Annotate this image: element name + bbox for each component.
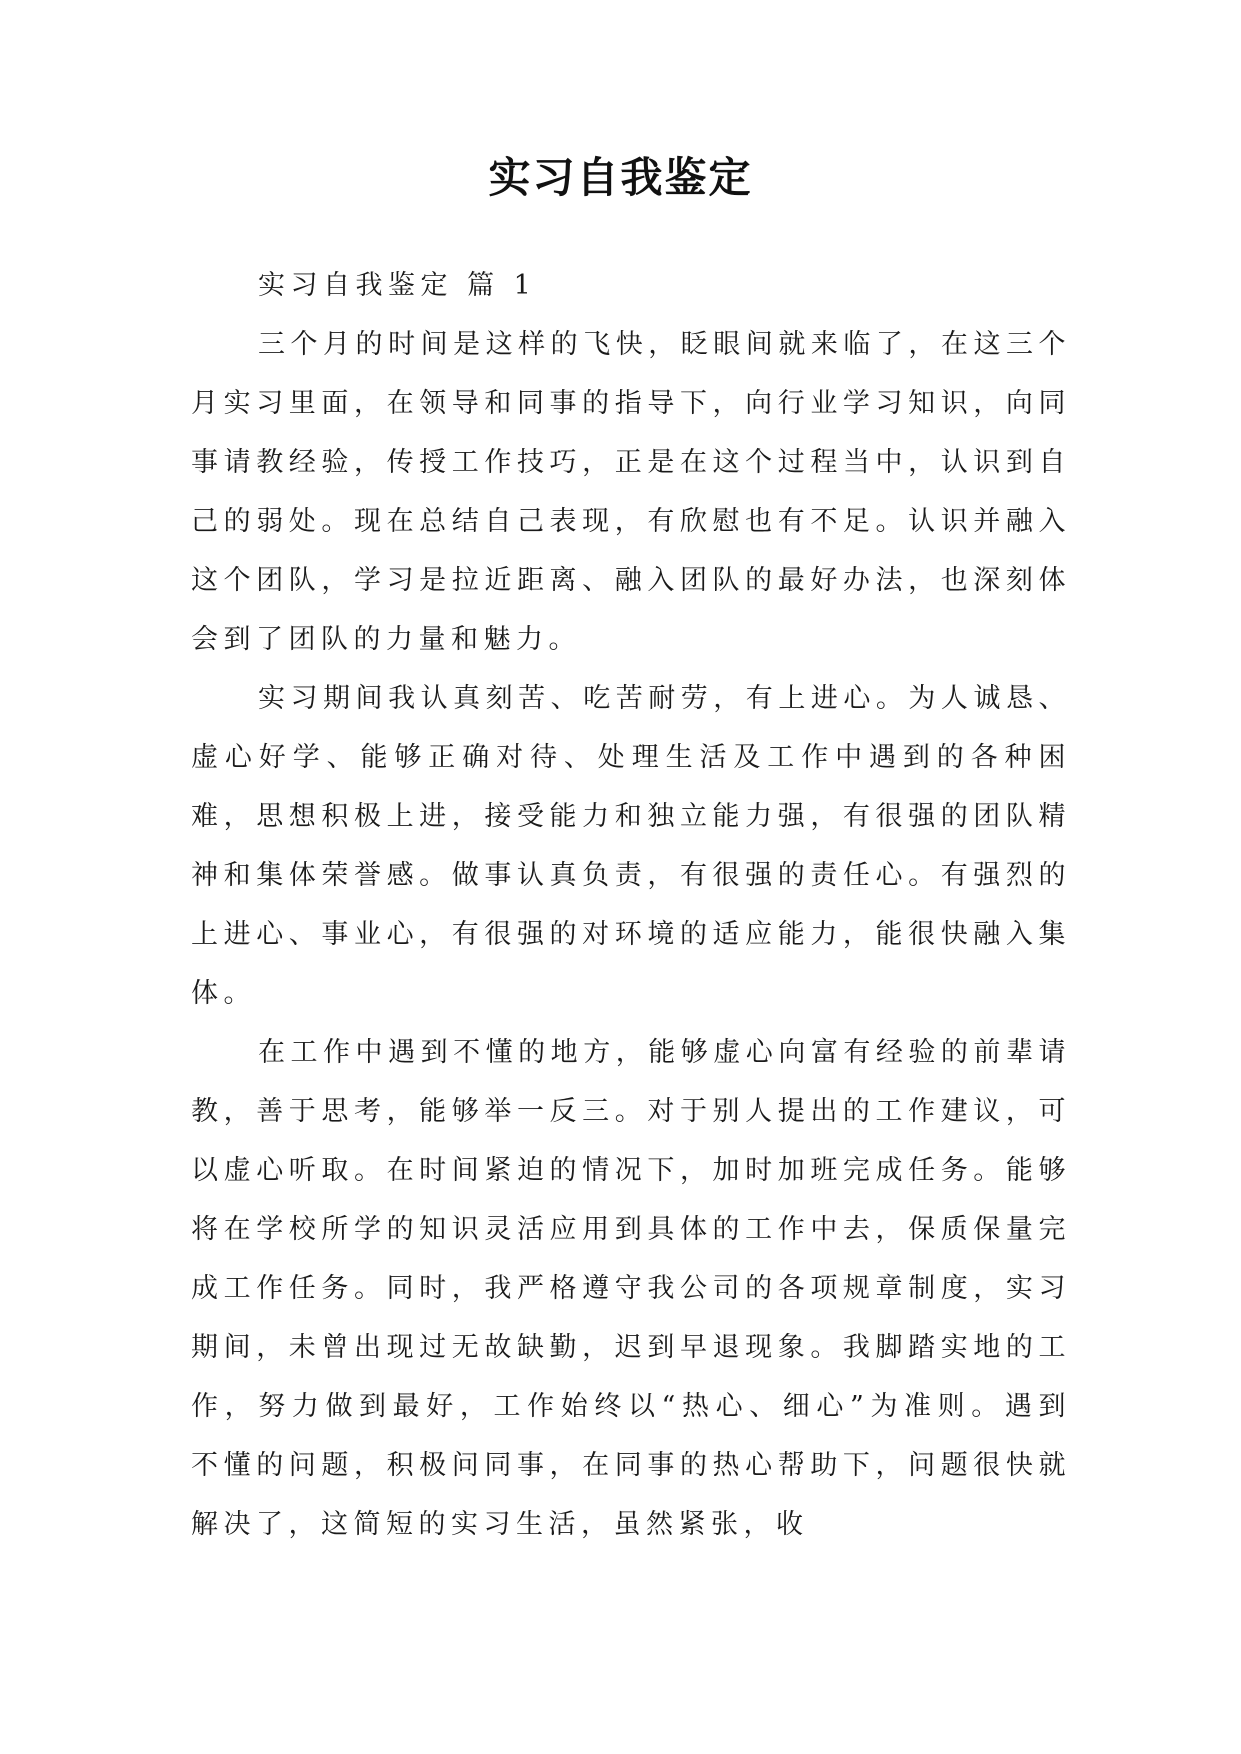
paragraph: 在工作中遇到不懂的地方，能够虚心向富有经验的前辈请教，善于思考，能够举一反三。对于别人提出的工作建议，可以虚心听取。在时间紧迫的情况下，加时加班完成任务。能够将在学校所学的知识灵活应用到具体的工作中去，保质保量完成工作任务。同时，我严格遵守我公司的各项规章制度，实习期间，未曾出现过无故缺勤，迟到早退现象。我脚踏实地的工作，努力做到最好，工作始终以“热心、细心”为准则。遇到不懂的问题，积极问同事，在同事的热心帮助下，问题很快就解决了，这简短的实习生活，虽然紧张，收	[191, 1037, 1071, 1540]
section-heading: 实习自我鉴定 篇 1	[258, 270, 537, 301]
paragraph: 三个月的时间是这样的飞快，眨眼间就来临了，在这三个月实习里面，在领导和同事的指导下，向行业学习知识，向同事请教经验，传授工作技巧，正是在这个过程当中，认识到自己的弱处。现在总结自己表现，有欣慰也有不足。认识并融入这个团队，学习是拉近距离、融入团队的最好办法，也深刻体会到了团队的力量和魅力。	[191, 329, 1071, 655]
paragraph: 实习期间我认真刻苦、吃苦耐劳，有上进心。为人诚恳、虚心好学、能够正确对待、处理生活及工作中遇到的各种困难，思想积极上进，接受能力和独立能力强，有很强的团队精神和集体荣誉感。做事认真负责，有很强的责任心。有强烈的上进心、事业心，有很强的对环境的适应能力，能很快融入集体。	[191, 683, 1071, 1009]
document-body	[191, 256, 1071, 1554]
document-title: 实习自我鉴定	[488, 153, 753, 202]
